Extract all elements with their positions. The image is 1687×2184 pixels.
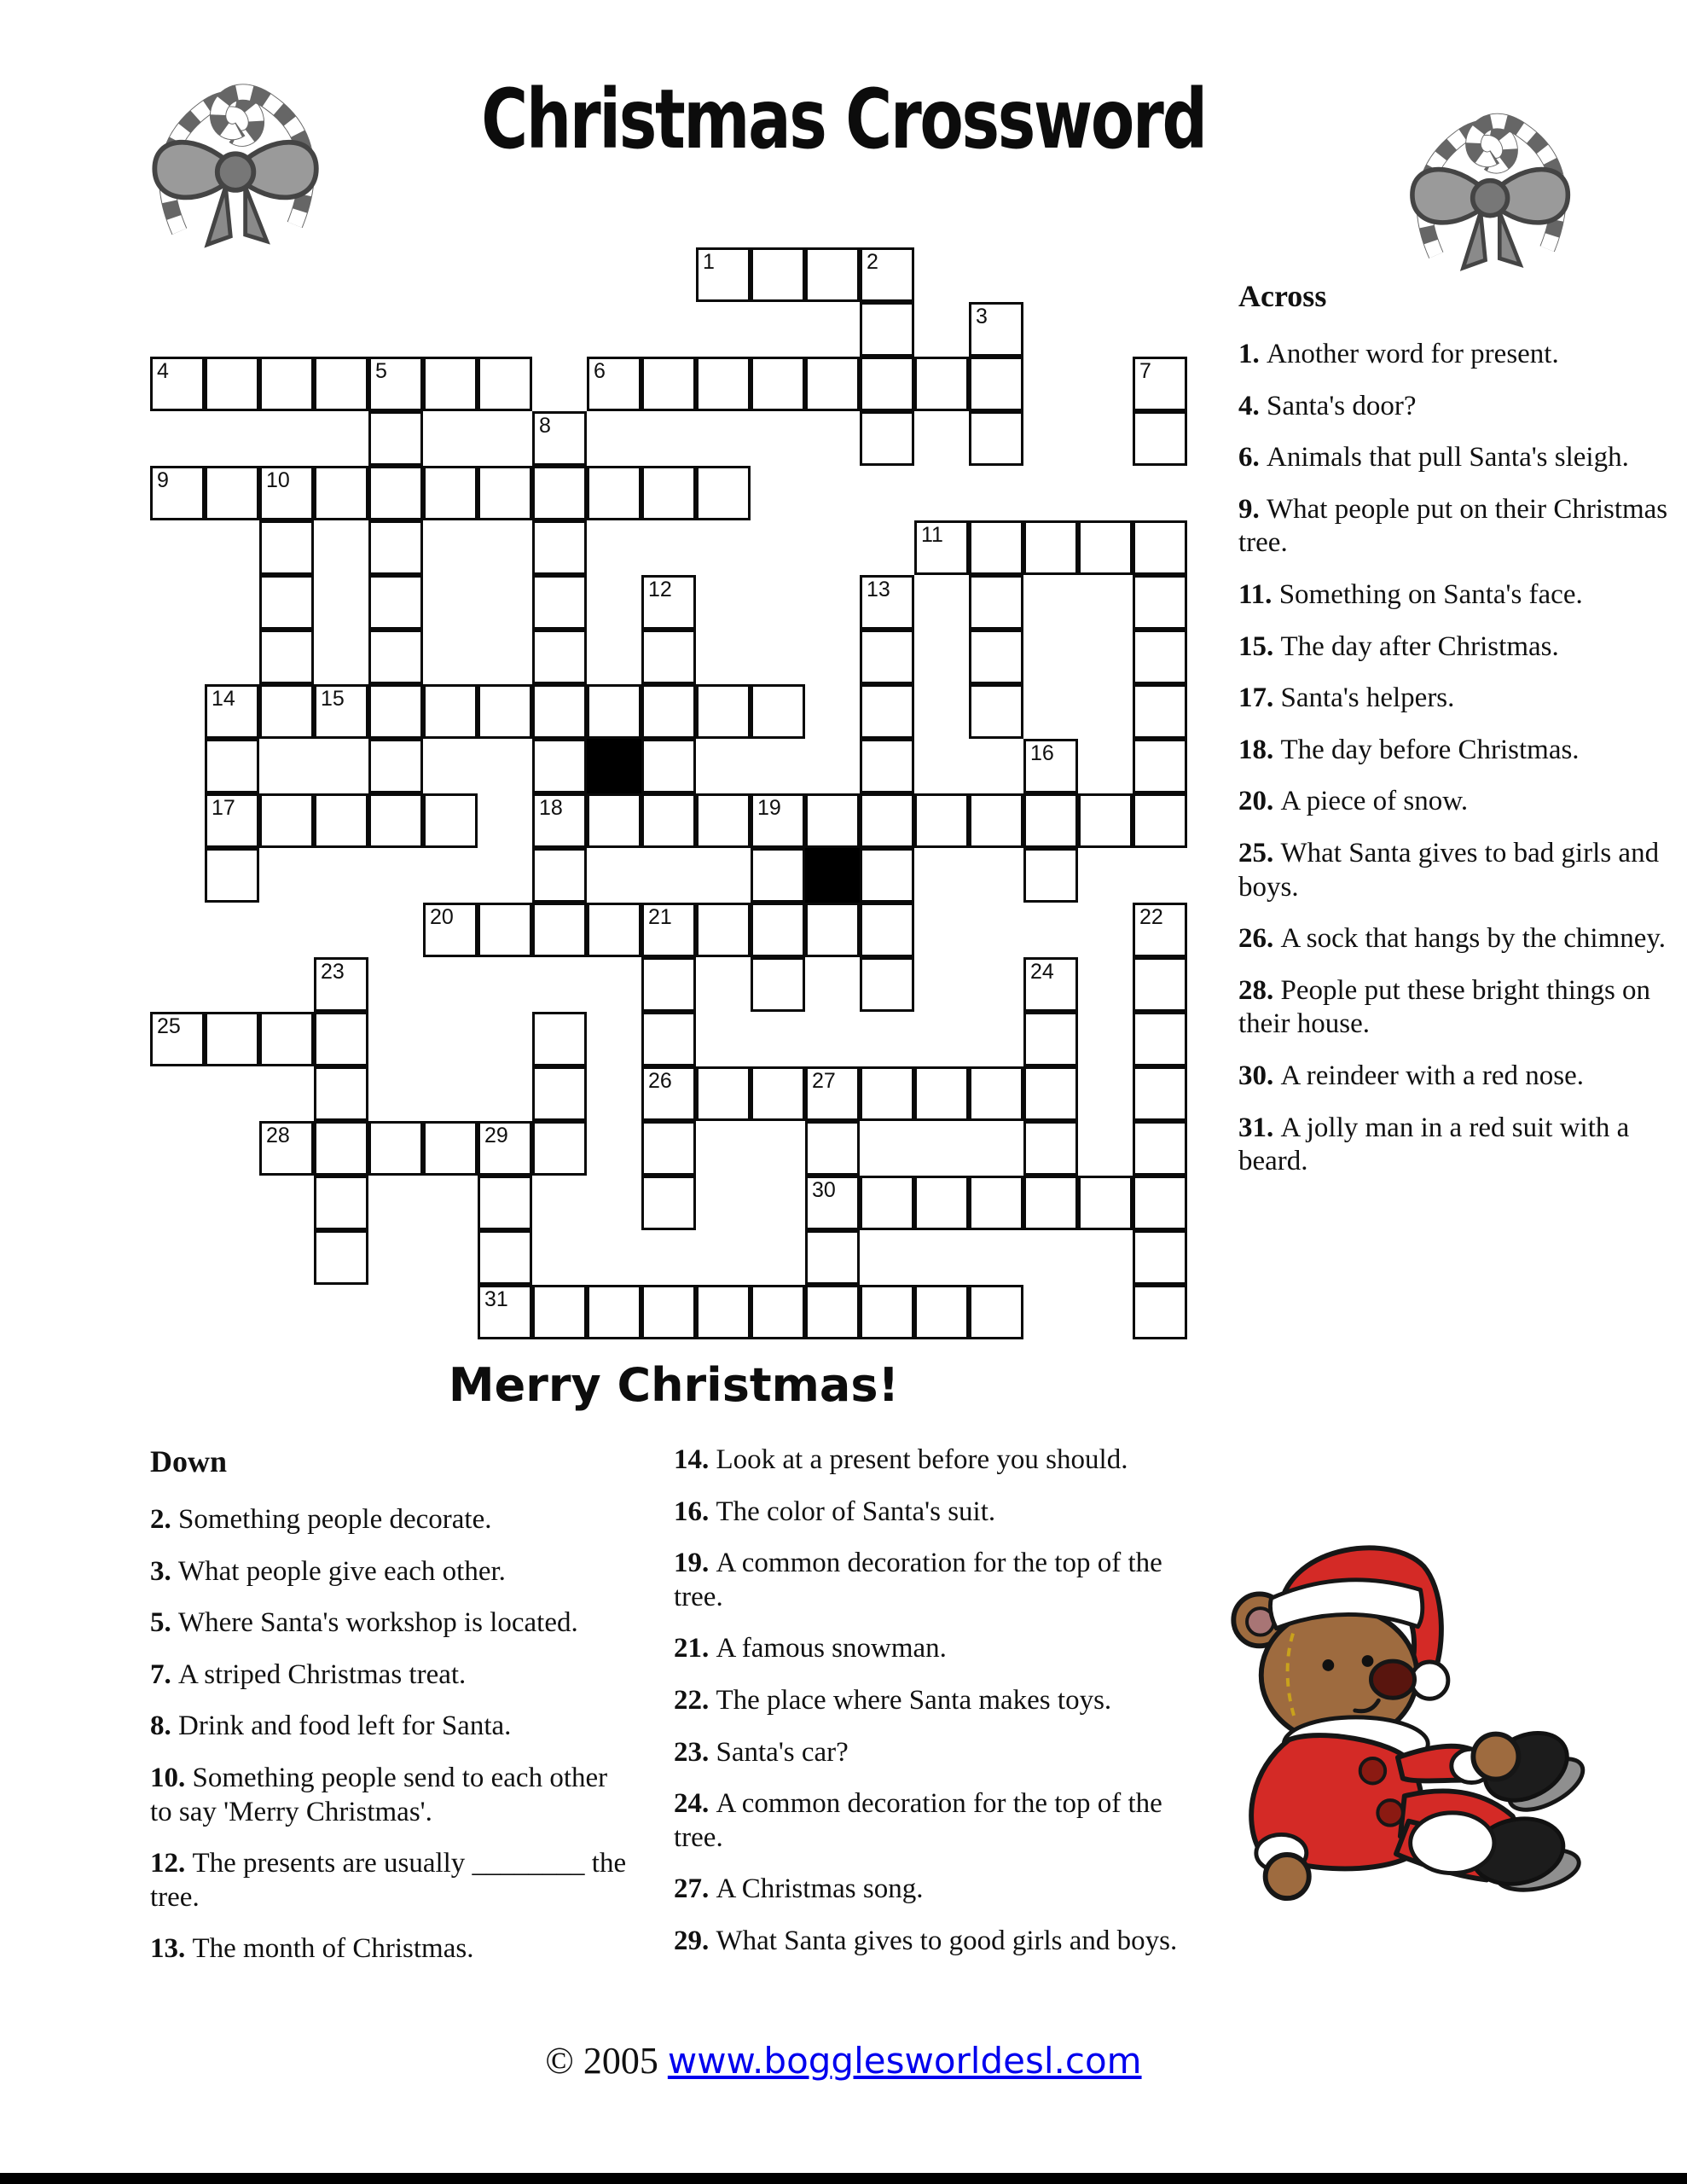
grid-cell[interactable] bbox=[368, 793, 423, 848]
grid-cell[interactable] bbox=[860, 357, 914, 411]
grid-cell[interactable] bbox=[969, 575, 1023, 630]
clue-1: 1. Another word for present. bbox=[1238, 339, 1559, 369]
grid-cell[interactable] bbox=[1078, 520, 1133, 575]
grid-cell[interactable] bbox=[805, 1285, 860, 1339]
cell-number: 15 bbox=[321, 687, 345, 711]
grid-cell[interactable] bbox=[696, 793, 751, 848]
grid-cell[interactable] bbox=[969, 411, 1023, 466]
grid-cell[interactable] bbox=[969, 1066, 1023, 1121]
clue-30: 30. A reindeer with a red nose. bbox=[1238, 1060, 1585, 1091]
candy-canes-bow-icon bbox=[1388, 92, 1595, 285]
grid-cell[interactable] bbox=[860, 903, 914, 957]
grid-cell[interactable] bbox=[805, 1066, 860, 1121]
grid-cell[interactable] bbox=[914, 1285, 969, 1339]
grid-cell[interactable] bbox=[368, 357, 423, 411]
clue-14: 14. Look at a present before you should. bbox=[674, 1444, 1128, 1475]
grid-cell[interactable] bbox=[860, 411, 914, 466]
cell-number: 26 bbox=[648, 1069, 672, 1093]
grid-cell[interactable] bbox=[860, 848, 914, 903]
grid-cell[interactable] bbox=[423, 684, 478, 739]
grid-cell[interactable] bbox=[805, 793, 860, 848]
clue-21: 21. A famous snowman. bbox=[674, 1633, 947, 1664]
cell-number: 10 bbox=[266, 468, 290, 492]
clue-28: 28. People put these bright things on their house. bbox=[1238, 974, 1651, 1040]
clue-5: 5. Where Santa's workshop is located. bbox=[150, 1607, 578, 1639]
grid-cell[interactable] bbox=[532, 466, 587, 520]
clue-19: 19. A common decoration for the top of the tree. bbox=[674, 1548, 1162, 1612]
grid-cell[interactable] bbox=[860, 1066, 914, 1121]
across-clues-section bbox=[1238, 278, 1678, 1197]
grid-cell[interactable] bbox=[314, 1176, 368, 1230]
grid-cell[interactable] bbox=[641, 466, 696, 520]
grid-cell[interactable] bbox=[478, 1121, 532, 1176]
grid-cell[interactable] bbox=[751, 903, 805, 957]
grid-cell[interactable] bbox=[1078, 1176, 1133, 1230]
black-cell bbox=[805, 848, 860, 903]
grid-cell[interactable] bbox=[259, 684, 314, 739]
cell-number: 7 bbox=[1139, 359, 1151, 383]
grid-cell[interactable] bbox=[368, 411, 423, 466]
grid-cell[interactable] bbox=[314, 1230, 368, 1285]
cell-number: 1 bbox=[703, 250, 715, 274]
grid-cell[interactable] bbox=[860, 1176, 914, 1230]
grid-cell[interactable] bbox=[1023, 739, 1078, 793]
grid-cell[interactable] bbox=[1133, 957, 1187, 1012]
clue-11: 11. Something on Santa's face. bbox=[1238, 578, 1583, 610]
grid-cell[interactable] bbox=[1133, 357, 1187, 411]
grid-cell[interactable] bbox=[1023, 1012, 1078, 1066]
grid-cell[interactable] bbox=[478, 684, 532, 739]
grid-cell[interactable] bbox=[1133, 520, 1187, 575]
clue-20: 20. A piece of snow. bbox=[1238, 786, 1469, 817]
cell-number: 13 bbox=[867, 578, 890, 601]
grid-cell[interactable] bbox=[860, 684, 914, 739]
grid-cell[interactable] bbox=[969, 302, 1023, 357]
grid-cell[interactable] bbox=[532, 630, 587, 684]
clue-2: 2. Something people decorate. bbox=[150, 1504, 492, 1535]
clue-22: 22. The place where Santa makes toys. bbox=[674, 1684, 1112, 1716]
grid-cell[interactable] bbox=[751, 684, 805, 739]
grid-cell[interactable] bbox=[259, 793, 314, 848]
clue-16: 16. The color of Santa's suit. bbox=[674, 1496, 996, 1527]
clue-18: 18. The day before Christmas. bbox=[1238, 734, 1580, 765]
grid-cell[interactable] bbox=[1023, 848, 1078, 903]
grid-cell[interactable] bbox=[1133, 630, 1187, 684]
copyright-text: © 2005 bbox=[545, 2040, 668, 2082]
grid-cell[interactable] bbox=[205, 848, 259, 903]
cell-number: 14 bbox=[212, 687, 235, 711]
grid-cell[interactable] bbox=[641, 739, 696, 793]
crossword-grid bbox=[150, 247, 1187, 1339]
grid-cell[interactable] bbox=[1023, 1121, 1078, 1176]
grid-cell[interactable] bbox=[1133, 793, 1187, 848]
clue-27: 27. A Christmas song. bbox=[674, 1873, 924, 1905]
cell-number: 31 bbox=[484, 1287, 508, 1311]
grid-cell[interactable] bbox=[314, 1012, 368, 1066]
grid-cell[interactable] bbox=[532, 684, 587, 739]
grid-cell[interactable] bbox=[1023, 1176, 1078, 1230]
grid-cell[interactable] bbox=[532, 739, 587, 793]
grid-cell[interactable] bbox=[969, 1176, 1023, 1230]
grid-cell[interactable] bbox=[969, 357, 1023, 411]
grid-cell[interactable] bbox=[696, 357, 751, 411]
cell-number: 21 bbox=[648, 905, 672, 929]
grid-cell[interactable] bbox=[205, 1012, 259, 1066]
grid-cell[interactable] bbox=[860, 247, 914, 302]
grid-cell[interactable] bbox=[914, 520, 969, 575]
grid-cell[interactable] bbox=[314, 1121, 368, 1176]
grid-cell[interactable] bbox=[641, 1121, 696, 1176]
grid-cell[interactable] bbox=[751, 848, 805, 903]
grid-cell[interactable] bbox=[532, 1066, 587, 1121]
grid-cell[interactable] bbox=[914, 357, 969, 411]
clue-26: 26. A sock that hangs by the chimney. bbox=[1238, 923, 1667, 955]
grid-cell[interactable] bbox=[805, 1176, 860, 1230]
page-bottom-bar bbox=[0, 2173, 1687, 2184]
grid-cell[interactable] bbox=[641, 575, 696, 630]
grid-cell[interactable] bbox=[751, 247, 805, 302]
grid-cell[interactable] bbox=[751, 1066, 805, 1121]
grid-cell[interactable] bbox=[532, 1012, 587, 1066]
grid-cell[interactable] bbox=[205, 739, 259, 793]
grid-cell[interactable] bbox=[1133, 903, 1187, 957]
grid-cell[interactable] bbox=[478, 1176, 532, 1230]
grid-cell[interactable] bbox=[259, 1012, 314, 1066]
clue-25: 25. What Santa gives to bad girls and boys. bbox=[1238, 837, 1660, 903]
page-title: Christmas Crossword bbox=[481, 72, 1206, 167]
clue-9: 9. What people put on their Christmas tree. bbox=[1238, 493, 1668, 559]
cell-number: 17 bbox=[212, 796, 235, 820]
grid-cell[interactable] bbox=[478, 357, 532, 411]
grid-cell[interactable] bbox=[1133, 575, 1187, 630]
grid-cell[interactable] bbox=[368, 575, 423, 630]
grid-cell[interactable] bbox=[423, 466, 478, 520]
cell-number: 28 bbox=[266, 1124, 290, 1147]
grid-cell[interactable] bbox=[696, 903, 751, 957]
grid-cell[interactable] bbox=[532, 1285, 587, 1339]
grid-cell[interactable] bbox=[860, 793, 914, 848]
grid-cell[interactable] bbox=[969, 684, 1023, 739]
clue-10: 10. Something people send to each other to say 'Merry Christmas'. bbox=[150, 1762, 608, 1827]
grid-cell[interactable] bbox=[478, 466, 532, 520]
grid-cell[interactable] bbox=[150, 1012, 205, 1066]
cell-number: 8 bbox=[539, 414, 551, 438]
website-link[interactable]: www.bogglesworldesl.com bbox=[667, 2040, 1142, 2082]
down-clues-column-1 bbox=[150, 1443, 633, 1984]
grid-cell[interactable] bbox=[314, 466, 368, 520]
grid-cell[interactable] bbox=[1133, 1066, 1187, 1121]
grid-cell[interactable] bbox=[587, 466, 641, 520]
greeting-text: Merry Christmas! bbox=[448, 1358, 900, 1412]
grid-cell[interactable] bbox=[314, 1066, 368, 1121]
cell-number: 2 bbox=[867, 250, 878, 274]
grid-cell[interactable] bbox=[150, 466, 205, 520]
grid-cell[interactable] bbox=[641, 1285, 696, 1339]
grid-cell[interactable] bbox=[314, 793, 368, 848]
grid-cell[interactable] bbox=[696, 466, 751, 520]
grid-cell[interactable] bbox=[860, 739, 914, 793]
grid-cell[interactable] bbox=[368, 739, 423, 793]
grid-cell[interactable] bbox=[368, 684, 423, 739]
grid-cell[interactable] bbox=[423, 903, 478, 957]
grid-cell[interactable] bbox=[205, 357, 259, 411]
grid-cell[interactable] bbox=[368, 1121, 423, 1176]
grid-cell[interactable] bbox=[696, 1066, 751, 1121]
grid-cell[interactable] bbox=[641, 630, 696, 684]
grid-cell[interactable] bbox=[641, 1012, 696, 1066]
grid-cell[interactable] bbox=[532, 1121, 587, 1176]
down-clues-column-2 bbox=[674, 1443, 1194, 1977]
grid-cell[interactable] bbox=[532, 793, 587, 848]
grid-cell[interactable] bbox=[914, 793, 969, 848]
grid-cell[interactable] bbox=[805, 1230, 860, 1285]
cell-number: 29 bbox=[484, 1124, 508, 1147]
cell-number: 6 bbox=[594, 359, 606, 383]
grid-cell[interactable] bbox=[532, 411, 587, 466]
grid-cell[interactable] bbox=[641, 903, 696, 957]
cell-number: 3 bbox=[976, 305, 988, 328]
cell-number: 12 bbox=[648, 578, 672, 601]
grid-cell[interactable] bbox=[423, 357, 478, 411]
grid-cell[interactable] bbox=[478, 1230, 532, 1285]
grid-cell[interactable] bbox=[259, 575, 314, 630]
clue-13: 13. The month of Christmas. bbox=[150, 1933, 474, 1965]
cell-number: 20 bbox=[430, 905, 454, 929]
grid-cell[interactable] bbox=[478, 903, 532, 957]
grid-cell[interactable] bbox=[860, 302, 914, 357]
grid-cell[interactable] bbox=[532, 575, 587, 630]
cell-number: 24 bbox=[1030, 960, 1054, 984]
grid-cell[interactable] bbox=[751, 793, 805, 848]
clue-7: 7. A striped Christmas treat. bbox=[150, 1658, 467, 1690]
grid-cell[interactable] bbox=[751, 357, 805, 411]
grid-cell[interactable] bbox=[1133, 411, 1187, 466]
clue-17: 17. Santa's helpers. bbox=[1238, 682, 1455, 714]
grid-cell[interactable] bbox=[1078, 793, 1133, 848]
grid-cell[interactable] bbox=[969, 793, 1023, 848]
grid-cell[interactable] bbox=[1023, 520, 1078, 575]
clue-24: 24. A common decoration for the top of the tree. bbox=[674, 1788, 1162, 1853]
down-header: Down bbox=[150, 1444, 228, 1478]
cell-number: 4 bbox=[157, 359, 169, 383]
across-header: Across bbox=[1238, 279, 1327, 313]
grid-cell[interactable] bbox=[205, 684, 259, 739]
clue-3: 3. What people give each other. bbox=[150, 1555, 506, 1587]
grid-cell[interactable] bbox=[368, 520, 423, 575]
grid-cell[interactable] bbox=[259, 466, 314, 520]
grid-cell[interactable] bbox=[1133, 739, 1187, 793]
grid-cell[interactable] bbox=[587, 357, 641, 411]
grid-cell[interactable] bbox=[969, 630, 1023, 684]
grid-cell[interactable] bbox=[914, 1066, 969, 1121]
copyright-line bbox=[0, 2039, 1687, 2082]
grid-cell[interactable] bbox=[641, 357, 696, 411]
grid-cell[interactable] bbox=[205, 793, 259, 848]
grid-cell[interactable] bbox=[205, 466, 259, 520]
grid-cell[interactable] bbox=[696, 1285, 751, 1339]
black-cell bbox=[587, 739, 641, 793]
clue-8: 8. Drink and food left for Santa. bbox=[150, 1711, 512, 1742]
cell-number: 27 bbox=[812, 1069, 836, 1093]
grid-cell[interactable] bbox=[1133, 1176, 1187, 1230]
grid-cell[interactable] bbox=[696, 247, 751, 302]
cell-number: 18 bbox=[539, 796, 563, 820]
grid-cell[interactable] bbox=[860, 575, 914, 630]
grid-cell[interactable] bbox=[860, 1285, 914, 1339]
grid-cell[interactable] bbox=[1133, 1121, 1187, 1176]
grid-cell[interactable] bbox=[969, 520, 1023, 575]
clue-12: 12. The presents are usually ________ the tree. bbox=[150, 1848, 627, 1913]
cell-number: 25 bbox=[157, 1014, 181, 1038]
grid-cell[interactable] bbox=[423, 1121, 478, 1176]
clue-31: 31. A jolly man in a red suit with a beard. bbox=[1238, 1112, 1630, 1177]
grid-cell[interactable] bbox=[368, 630, 423, 684]
grid-cell[interactable] bbox=[641, 684, 696, 739]
grid-cell[interactable] bbox=[259, 630, 314, 684]
cell-number: 23 bbox=[321, 960, 345, 984]
cell-number: 30 bbox=[812, 1178, 836, 1202]
grid-cell[interactable] bbox=[860, 630, 914, 684]
grid-cell[interactable] bbox=[641, 793, 696, 848]
grid-cell[interactable] bbox=[1023, 957, 1078, 1012]
grid-cell[interactable] bbox=[1023, 1066, 1078, 1121]
grid-cell[interactable] bbox=[587, 903, 641, 957]
grid-cell[interactable] bbox=[751, 1285, 805, 1339]
grid-cell[interactable] bbox=[914, 1176, 969, 1230]
grid-cell[interactable] bbox=[805, 903, 860, 957]
grid-cell[interactable] bbox=[860, 957, 914, 1012]
grid-cell[interactable] bbox=[532, 848, 587, 903]
cell-number: 16 bbox=[1030, 741, 1054, 765]
grid-cell[interactable] bbox=[805, 357, 860, 411]
grid-cell[interactable] bbox=[641, 1066, 696, 1121]
grid-cell[interactable] bbox=[969, 1285, 1023, 1339]
cell-number: 5 bbox=[375, 359, 387, 383]
grid-cell[interactable] bbox=[478, 1285, 532, 1339]
cell-number: 9 bbox=[157, 468, 169, 492]
grid-cell[interactable] bbox=[259, 1121, 314, 1176]
grid-cell[interactable] bbox=[805, 247, 860, 302]
grid-cell[interactable] bbox=[150, 357, 205, 411]
clue-23: 23. Santa's car? bbox=[674, 1736, 849, 1768]
grid-cell[interactable] bbox=[259, 520, 314, 575]
grid-cell[interactable] bbox=[1133, 1230, 1187, 1285]
cell-number: 19 bbox=[757, 796, 781, 820]
grid-cell[interactable] bbox=[314, 357, 368, 411]
grid-cell[interactable] bbox=[587, 793, 641, 848]
cell-number: 22 bbox=[1139, 905, 1163, 929]
grid-cell[interactable] bbox=[1023, 793, 1078, 848]
grid-cell[interactable] bbox=[368, 466, 423, 520]
grid-cell[interactable] bbox=[696, 684, 751, 739]
clue-29: 29. What Santa gives to good girls and boys. bbox=[674, 1925, 1178, 1956]
grid-cell[interactable] bbox=[314, 684, 368, 739]
grid-cell[interactable] bbox=[1133, 1285, 1187, 1339]
santa-teddy-bear-image bbox=[1201, 1514, 1586, 1907]
clue-4: 4. Santa's door? bbox=[1238, 390, 1417, 421]
grid-cell[interactable] bbox=[587, 1285, 641, 1339]
clue-15: 15. The day after Christmas. bbox=[1238, 630, 1559, 662]
grid-cell[interactable] bbox=[641, 957, 696, 1012]
grid-cell[interactable] bbox=[587, 684, 641, 739]
grid-cell[interactable] bbox=[805, 1121, 860, 1176]
grid-cell[interactable] bbox=[1133, 1012, 1187, 1066]
grid-cell[interactable] bbox=[314, 957, 368, 1012]
across-clue-list bbox=[1238, 338, 1678, 1179]
cell-number: 11 bbox=[921, 523, 943, 547]
grid-cell[interactable] bbox=[423, 793, 478, 848]
down-clue-list-1 bbox=[150, 1503, 633, 1966]
grid-cell[interactable] bbox=[259, 357, 314, 411]
grid-cell[interactable] bbox=[751, 957, 805, 1012]
grid-cell[interactable] bbox=[532, 520, 587, 575]
down-clue-list-2 bbox=[674, 1443, 1194, 1959]
grid-cell[interactable] bbox=[532, 903, 587, 957]
grid-cell[interactable] bbox=[641, 1176, 696, 1230]
clue-6: 6. Animals that pull Santa's sleigh. bbox=[1238, 442, 1629, 473]
grid-cell[interactable] bbox=[1133, 684, 1187, 739]
